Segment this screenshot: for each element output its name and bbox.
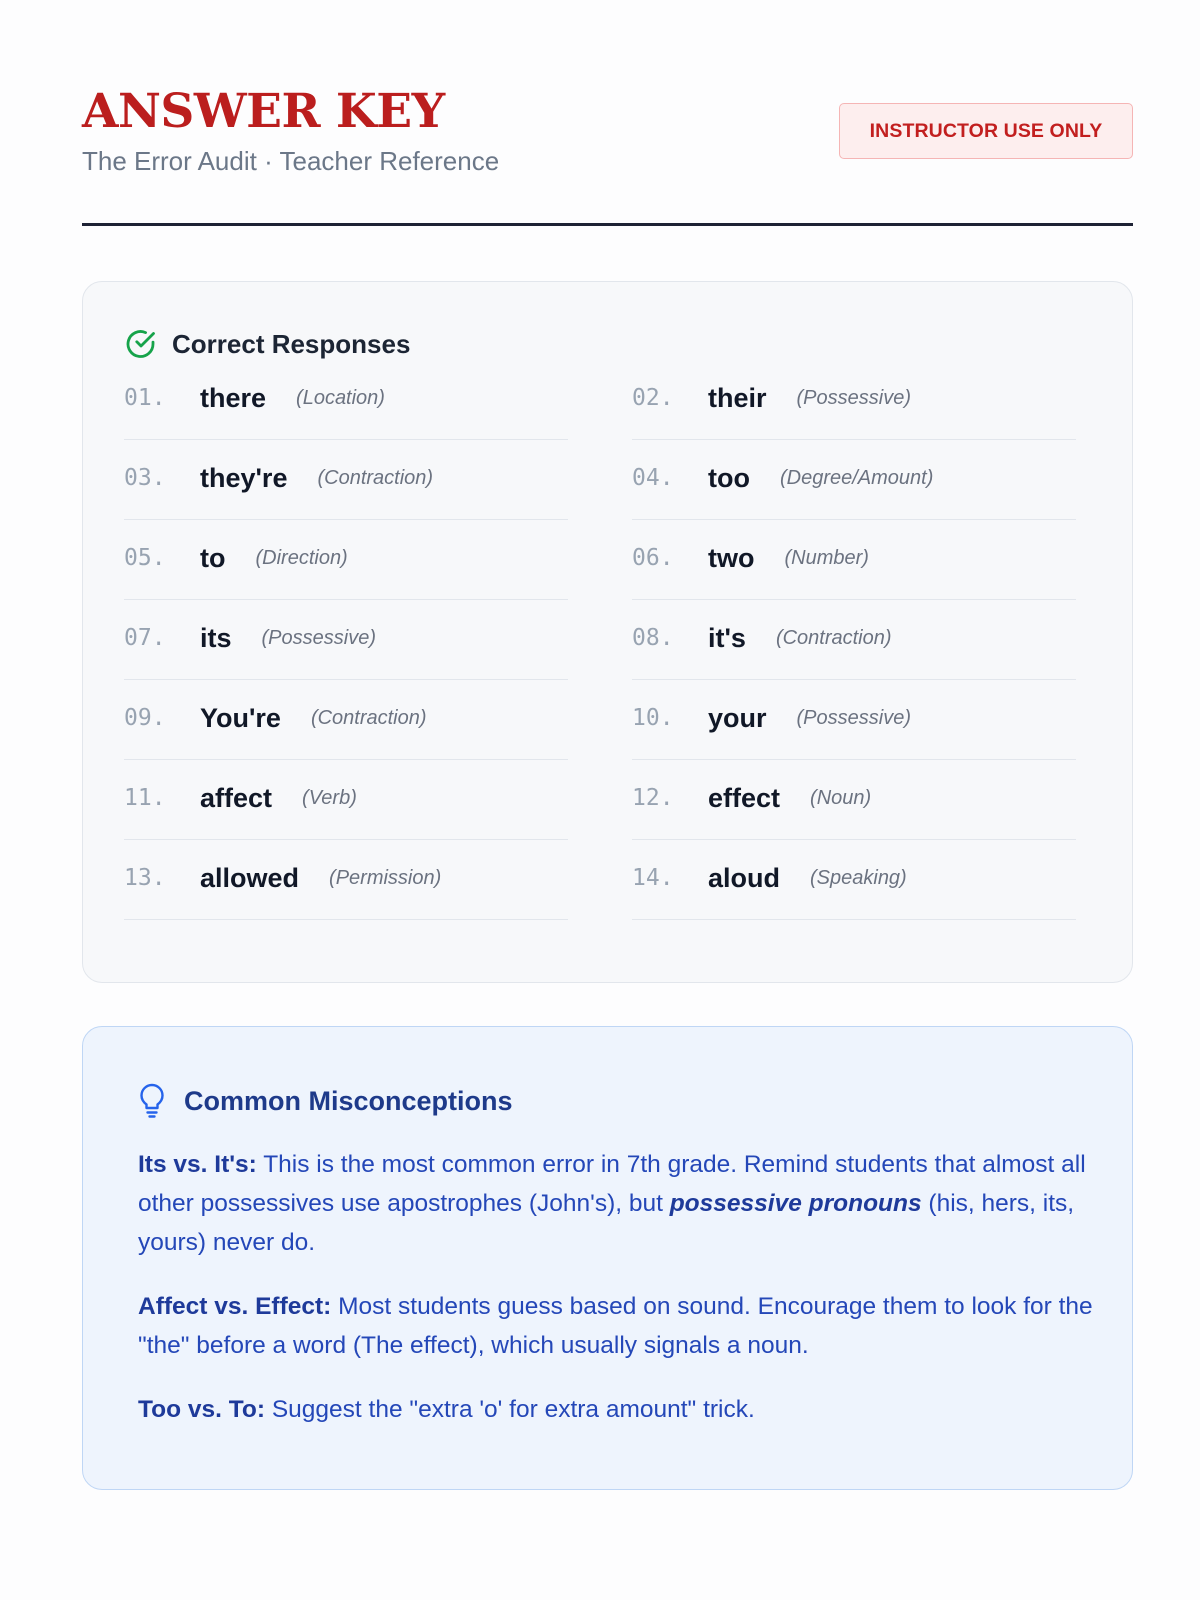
answer-word: allowed	[200, 862, 300, 893]
answer-word: two	[708, 542, 755, 573]
misconception-tip	[138, 1287, 1093, 1365]
tip-text: (his, hers, its, yours) never do.	[138, 1190, 1075, 1256]
answer-row	[632, 437, 1076, 520]
answer-word: your	[708, 702, 767, 733]
answer-number: 05.	[124, 545, 166, 571]
answer-row	[124, 677, 568, 760]
answer-row	[124, 757, 568, 840]
tip-label: Its vs. It's:	[138, 1151, 257, 1178]
misconception-tip	[138, 1145, 1093, 1262]
answer-number: 12.	[632, 785, 674, 811]
answer-number: 13.	[124, 865, 166, 891]
answer-row	[124, 597, 568, 680]
answer-row	[632, 837, 1076, 920]
answer-category: (Possessive)	[261, 626, 376, 649]
correct-responses-header	[124, 327, 410, 361]
misconceptions-card	[82, 1026, 1133, 1490]
answer-number: 04.	[632, 465, 674, 491]
page-title: ANSWER KEY	[82, 84, 445, 139]
answer-number: 09.	[124, 705, 166, 731]
answer-category: (Verb)	[302, 786, 357, 809]
tip-emphasis: possessive pronouns	[669, 1190, 922, 1217]
page-header	[82, 86, 1133, 226]
answer-category: (Permission)	[329, 866, 442, 889]
tip-text: Suggest the "extra 'o' for extra amount" trick.	[265, 1396, 755, 1423]
answer-word: aloud	[708, 862, 780, 893]
correct-responses-title: Correct Responses	[172, 328, 411, 359]
answer-word: You're	[200, 702, 281, 733]
misconception-tip	[138, 1390, 1093, 1429]
answer-number: 07.	[124, 625, 166, 651]
tip-text: This is the most common error in 7th grade. Remind students that almost all other possessives use apostrophes (John's), but	[138, 1151, 1086, 1217]
answer-word: to	[200, 542, 226, 573]
answer-word: it's	[708, 622, 746, 653]
answer-category: (Contraction)	[775, 626, 892, 649]
misconceptions-title: Common Misconceptions	[184, 1085, 513, 1116]
answer-row	[632, 677, 1076, 760]
answer-row	[124, 837, 568, 920]
answer-word: affect	[200, 782, 273, 813]
answer-category: (Noun)	[810, 786, 872, 809]
answer-category: (Contraction)	[317, 466, 434, 489]
answer-category: (Degree/Amount)	[779, 466, 934, 489]
answer-number: 14.	[632, 865, 674, 891]
answer-number: 10.	[632, 705, 674, 731]
answer-row	[632, 357, 1076, 440]
answer-category: (Contraction)	[310, 706, 427, 729]
answer-category: (Speaking)	[810, 866, 907, 889]
answer-word: its	[200, 622, 232, 653]
answer-number: 03.	[124, 465, 166, 491]
answer-category: (Number)	[784, 546, 869, 569]
answer-number: 08.	[632, 625, 674, 651]
answer-row	[124, 357, 568, 440]
answer-row	[632, 757, 1076, 840]
answer-category: (Direction)	[255, 546, 348, 569]
answer-word: there	[200, 382, 267, 413]
answer-number: 06.	[632, 545, 674, 571]
answer-row	[124, 517, 568, 600]
lightbulb-icon	[138, 1083, 166, 1119]
answer-number: 11.	[124, 785, 166, 811]
answer-number: 02.	[632, 385, 674, 411]
tip-text: Most students guess based on sound. Encourage them to look for the "the" before a word (The effect), which usually signals a noun.	[138, 1293, 1093, 1359]
answer-row	[632, 597, 1076, 680]
misconceptions-header	[138, 1083, 513, 1119]
page-subtitle: The Error Audit · Teacher Reference	[82, 146, 500, 176]
answer-row	[632, 517, 1076, 600]
answer-category: (Possessive)	[796, 386, 911, 409]
answer-row	[124, 437, 568, 520]
answer-number: 01.	[124, 385, 166, 411]
answer-word: too	[708, 462, 750, 493]
instructor-badge: INSTRUCTOR USE ONLY	[839, 103, 1133, 159]
answer-category: (Location)	[296, 386, 385, 409]
check-circle-icon	[124, 327, 158, 361]
answer-word: effect	[708, 782, 781, 813]
correct-responses-card	[82, 281, 1133, 983]
tip-label: Too vs. To:	[138, 1396, 266, 1423]
misconceptions-body	[138, 1145, 1093, 1454]
answer-word: their	[708, 382, 767, 413]
answer-category: (Possessive)	[796, 706, 911, 729]
answer-word: they're	[200, 462, 288, 493]
tip-label: Affect vs. Effect:	[138, 1293, 332, 1320]
